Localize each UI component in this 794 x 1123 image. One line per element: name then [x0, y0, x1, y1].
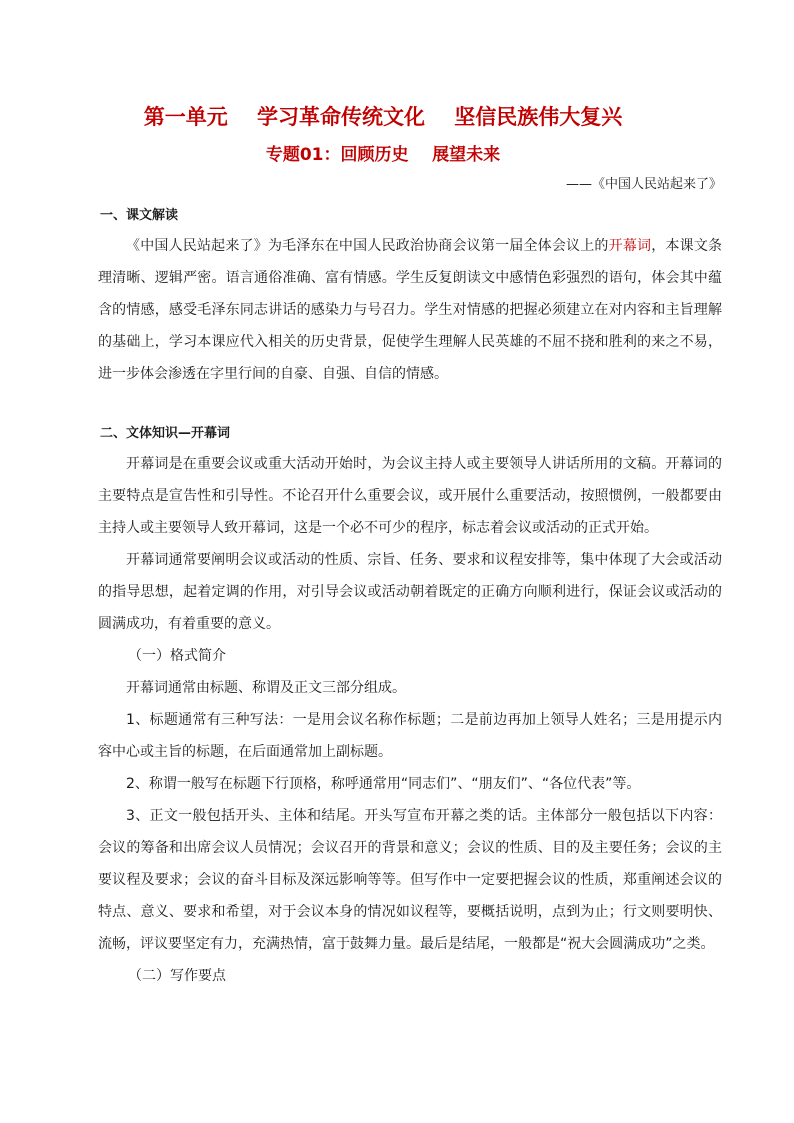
- format-subheading: （一）格式简介: [128, 648, 226, 664]
- genre-paragraph-2: 开幕词通常要阐明会议或活动的性质、宗旨、任务、要求和议程安排等，集中体现了大会或活动的指导思想，起着定调的作用，对引导会议或活动朝着既定的正确方向顺利进行，保证会议或活动的圆满成功，有着重要的意义。: [98, 552, 722, 632]
- genre-paragraph-1: 开幕词是在重要会议或重大活动开始时，为会议主持人或主要领导人讲话所用的文稿。开幕词的主要特点是宣告性和引导性。不论召开什么重要会议，或开展什么重要活动，按照惯例，一般都要由主持人或主要领导人致开幕词，这是一个必不可少的程序，标志着会议或活动的正式开始。: [98, 456, 722, 536]
- format-intro: 开幕词通常由标题、称谓及正文三部分组成。: [126, 680, 406, 696]
- source-attribution: ——《中国人民站起来了》: [565, 177, 722, 192]
- format-item-title: 1、标题通常有三种写法：一是用会议名称作标题；二是前边再加上领导人姓名；三是用提示内容中心或主旨的标题，在后面通常加上副标题。: [98, 712, 722, 760]
- text-reading-part-1: 《中国人民站起来了》为毛泽东在中国人民政治协商会议第一届全体会议上的: [126, 238, 609, 254]
- format-item-salutation: 2、称谓一般写在标题下行顶格，称呼通常用“同志们”、“朋友们”、“各位代表”等。: [126, 776, 641, 792]
- section-heading-text-reading: 一、课文解读: [100, 208, 179, 223]
- highlight-keyword: 开幕词: [608, 238, 652, 254]
- document-title: 第一单元 学习革命传统文化 坚信民族伟大复兴: [143, 105, 623, 129]
- section-heading-genre-knowledge: 二、文体知识—开幕词: [100, 426, 231, 441]
- writing-points-subheading: （二）写作要点: [128, 968, 226, 984]
- text-reading-paragraph: [98, 230, 722, 390]
- document-subtitle: 专题01：回顾历史 展望未来: [265, 145, 501, 165]
- format-item-body: 3、正文一般包括开头、主体和结尾。开头写宣布开幕之类的话。主体部分一般包括以下内容：会议的筹备和出席会议人员情况；会议召开的背景和意义；会议的性质、目的及主要任务；会议的主要议程及要求；会议的奋斗目标及深远影响等等。但写作中一定要把握会议的性质，郑重阐述会议的特点、意义、要求和希望，对于会议本身的情况如议程等，要概括说明，点到为止；行文则要明快、流畅，评议要坚定有力，充满热情，富于鼓舞力量。最后是结尾，一般都是“祝大会圆满成功”之类。: [98, 808, 722, 952]
- text-reading-part-2: ，本课文条理清晰、逻辑严密。语言通俗准确、富有情感。学生反复朗读文中感情色彩强烈的语句，体会其中蕴含的情感，感受毛泽东同志讲话的感染力与号召力。学生对情感的把握必须建立在对内容和主旨理解的基础上，学习本课应代入相关的历史背景，促使学生理解人民英雄的不屈不挠和胜利的来之不易，进一步体会渗透在字里行间的自豪、自强、自信的情感。: [98, 238, 723, 382]
